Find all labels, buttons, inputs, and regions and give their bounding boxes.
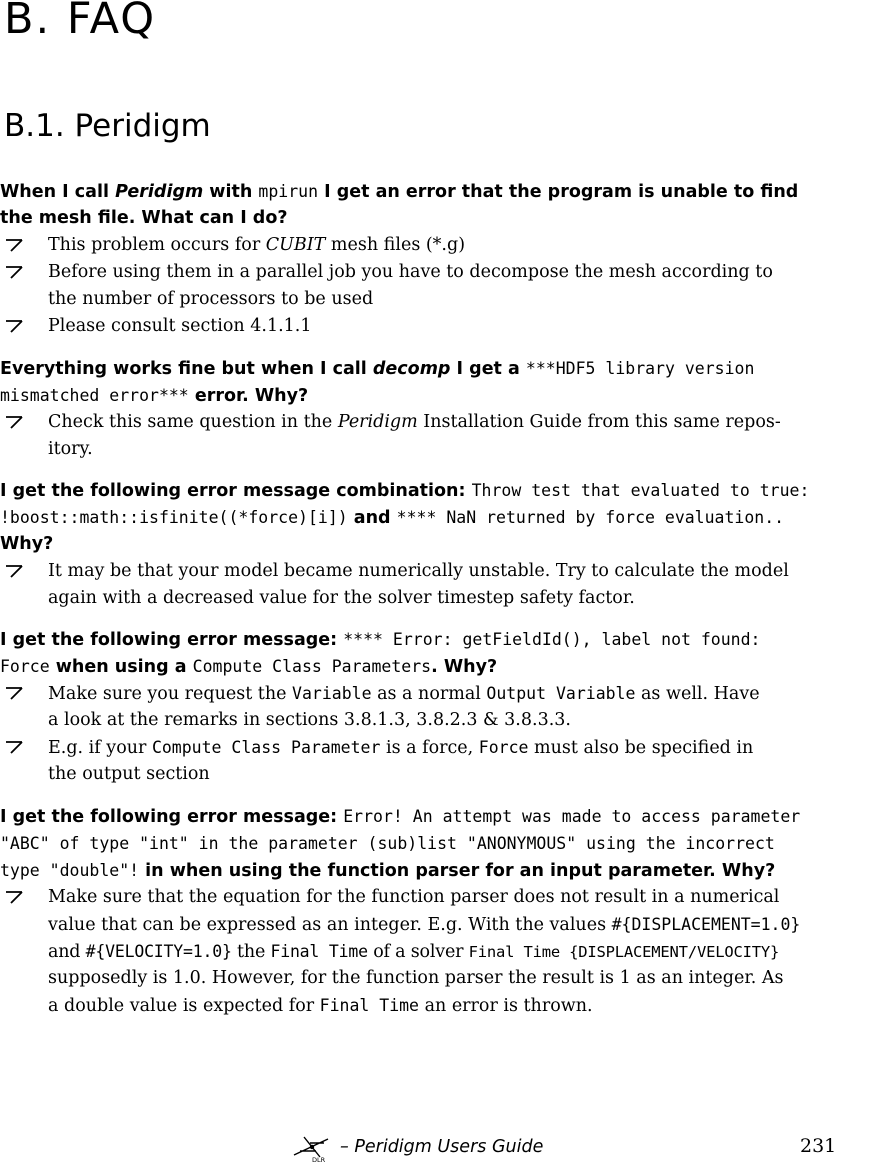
arrow-bullet-icon <box>4 680 30 707</box>
page-footer <box>0 1133 894 1163</box>
footer-title: – Peridigm Users Guide <box>340 1137 544 1157</box>
arrow-bullet-icon <box>4 884 30 911</box>
answer-item: Check this same question in the Peridigm Installation Guide from this same repos- <box>0 409 894 436</box>
faq-answer-5: Make sure that the equation for the function parser does not result in a numerical value that can be expressed as an integer. E.g. With the values #{DISPLACEMENT=1.0} and #{VELOCITY=1.0} the Final Time of a solver Final Time {DISPLACEMENT/VELOCITY} supposedly is 1.0. However, for the function parser the result is 1 as an integer. As a double value is expected for Final Time an error is thrown. <box>0 884 894 1019</box>
answer-item: This problem occurs for CUBIT mesh files (*.g) <box>0 232 894 259</box>
faq-question-5: I get the following error message: Error! An attempt was made to access parameter "ABC" of type "int" in the parameter (sub)list "ANONYMOUS" using the incorrect type "double"! in when using the function parser for an input parameter. Why? <box>0 807 801 881</box>
arrow-bullet-icon <box>4 232 30 259</box>
faq-answer-2: Check this same question in the Peridigm Installation Guide from this same repos- itory. <box>0 409 894 463</box>
faq-answer-4: Make sure you request the Variable as a normal Output Variable as well. Have a look at the remarks in sections 3.8.1.3, 3.8.2.3 & 3.8.3.3. E.g. if your Compute Class Parameter is a force, Force must also be specified in the output section <box>0 680 894 788</box>
answer-item: It may be that your model became numerically unstable. Try to calculate the model <box>0 558 894 585</box>
answer-item: Before using them in a parallel job you have to decompose the mesh according to <box>0 259 894 286</box>
faq-question-3: I get the following error message combination: Throw test that evaluated to true: !boost::math::isfinite((*force)[i]) and **** NaN returned by force evaluation.. Why? <box>0 481 810 554</box>
section-title: B.1. Peridigm <box>4 108 211 144</box>
arrow-bullet-icon <box>4 259 30 286</box>
arrow-bullet-icon <box>4 734 30 761</box>
answer-item: Make sure you request the Variable as a normal Output Variable as well. Have <box>0 680 894 707</box>
svg-text:DLR: DLR <box>312 1156 326 1163</box>
arrow-bullet-icon <box>4 558 30 585</box>
answer-item: Make sure that the equation for the function parser does not result in a numerical <box>0 884 894 911</box>
faq-answer-1: This problem occurs for CUBIT mesh files (*.g) Before using them in a parallel job you have to decompose the mesh according to the number of processors to be used Please consult section 4.1.1.1 <box>0 232 894 340</box>
chapter-title: B. FAQ <box>4 0 157 44</box>
page-number: 231 <box>800 1135 837 1157</box>
faq-question-4: I get the following error message: **** Error: getFieldId(), label not found: Force when using a Compute Class Parameters. Why? <box>0 630 761 677</box>
faq-question-2: Everything works fine but when I call decomp I get a ***HDF5 library version mismatched error*** error. Why? <box>0 359 755 406</box>
faq-answer-3: It may be that your model became numerically unstable. Try to calculate the model again with a decreased value for the solver timestep safety factor. <box>0 558 894 612</box>
arrow-bullet-icon <box>4 409 30 436</box>
arrow-bullet-icon <box>4 313 30 340</box>
dlr-logo-icon <box>290 1133 336 1163</box>
answer-item: Please consult section 4.1.1.1 <box>0 313 894 340</box>
faq-question-1: When I call Peridigm with mpirun I get an error that the program is unable to find the mesh file. What can I do? <box>0 182 799 228</box>
answer-item: E.g. if your Compute Class Parameter is a force, Force must also be specified in <box>0 734 894 761</box>
